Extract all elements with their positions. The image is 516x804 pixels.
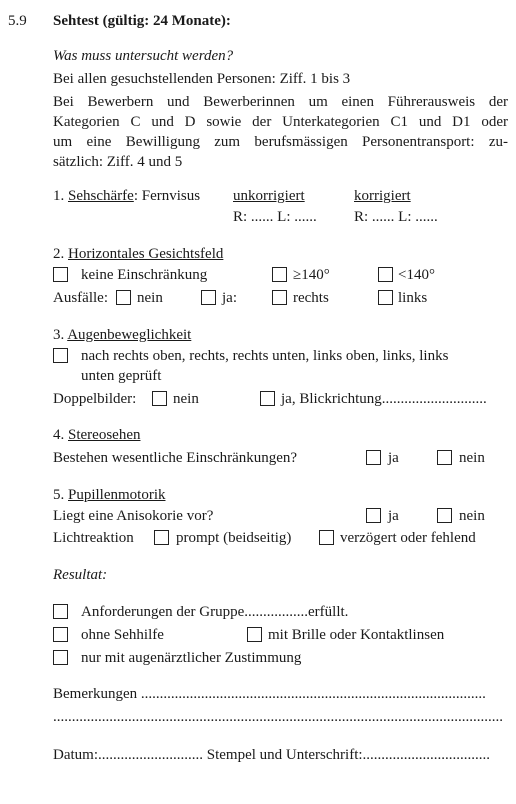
s2-label-ge140: ≥140° bbox=[293, 267, 330, 283]
s5-nein-label: nein bbox=[459, 508, 485, 524]
intro-para-line: Kategorien C und D sowie der Unterkategorien C1 und D1 oder bbox=[53, 114, 508, 130]
s2-checkbox-ge140[interactable] bbox=[272, 267, 287, 282]
s3-doppelbilder-nein-label: nein bbox=[173, 391, 199, 407]
s2-label-lt140: <140° bbox=[398, 267, 435, 283]
s3-doppelbilder-ja-label: ja, Blickrichtung............................ bbox=[281, 391, 487, 407]
s4-ja-checkbox[interactable] bbox=[366, 450, 381, 465]
s2-checkbox-lt140[interactable] bbox=[378, 267, 393, 282]
intro-paragraph bbox=[53, 92, 508, 172]
s1-col-unkorrigiert: unkorrigiert bbox=[233, 188, 305, 204]
s2-label-keine: keine Einschränkung bbox=[81, 267, 208, 283]
s4-question: Bestehen wesentliche Einschränkungen? bbox=[53, 450, 298, 466]
s4-title: Stereosehen bbox=[68, 427, 141, 443]
s2-heading bbox=[53, 245, 223, 263]
s2-ausfaelle-links-label: links bbox=[398, 290, 428, 306]
s4-number: 4. bbox=[53, 427, 65, 443]
s1-col-korrigiert: korrigiert bbox=[354, 188, 411, 204]
s3-number: 3. bbox=[53, 327, 65, 343]
s1-korrigiert-value[interactable]: R: ...... L: ...... bbox=[354, 209, 438, 225]
result-anforderungen-label: Anforderungen der Gruppe.................erfüllt. bbox=[81, 604, 349, 620]
s1-unkorrigiert-value[interactable]: R: ...... L: ...... bbox=[233, 209, 317, 225]
s4-nein-checkbox[interactable] bbox=[437, 450, 452, 465]
s2-ausfaelle-rechts-label: rechts bbox=[293, 290, 329, 306]
s5-question: Liegt eine Anisokorie vor? bbox=[53, 508, 214, 524]
s5-heading bbox=[53, 486, 166, 504]
section-number: 5.9 bbox=[8, 13, 27, 29]
s2-checkbox-keine[interactable] bbox=[53, 267, 68, 282]
s3-doppelbilder-label: Doppelbilder: bbox=[53, 391, 137, 407]
s3-doppelbilder-nein-checkbox[interactable] bbox=[152, 391, 167, 406]
s2-ausfaelle-rechts-checkbox[interactable] bbox=[272, 290, 287, 305]
s5-verzoegert-label: verzögert oder fehlend bbox=[340, 530, 476, 546]
result-augenarzt-checkbox[interactable] bbox=[53, 650, 68, 665]
s5-ja-label: ja bbox=[388, 508, 399, 524]
result-heading: Resultat: bbox=[53, 567, 108, 583]
result-ohne-sehhilfe-checkbox[interactable] bbox=[53, 627, 68, 642]
s5-title: Pupillenmotorik bbox=[68, 487, 166, 503]
s5-verzoegert-checkbox[interactable] bbox=[319, 530, 334, 545]
s5-ja-checkbox[interactable] bbox=[366, 508, 381, 523]
s1-number: 1. bbox=[53, 188, 65, 204]
result-mit-brille-label: mit Brille oder Kontaktlinsen bbox=[268, 627, 445, 643]
result-augenarzt-label: nur mit augenärztlicher Zustimmung bbox=[81, 650, 302, 666]
s2-ausfaelle-links-checkbox[interactable] bbox=[378, 290, 393, 305]
s4-ja-label: ja bbox=[388, 450, 399, 466]
s3-title: Augenbeweglichkeit bbox=[67, 327, 192, 343]
s5-nein-checkbox[interactable] bbox=[437, 508, 452, 523]
s2-ausfaelle-label: Ausfälle: bbox=[53, 290, 108, 306]
s2-number: 2. bbox=[53, 246, 65, 262]
intro-para-line: um eine Bewilligung zum berufsmässigen Personentransport: zu- bbox=[53, 134, 508, 150]
bemerkungen-field[interactable]: Bemerkungen ............................................................................................ bbox=[53, 686, 486, 702]
s1-title: Sehschärfe bbox=[68, 188, 134, 204]
s2-ausfaelle-ja-checkbox[interactable] bbox=[201, 290, 216, 305]
intro-line: Bei allen gesuchstellenden Personen: Ziff. 1 bis 3 bbox=[53, 71, 351, 87]
s5-prompt-label: prompt (beidseitig) bbox=[176, 530, 292, 546]
result-ohne-sehhilfe-label: ohne Sehhilfe bbox=[81, 627, 164, 643]
bemerkungen-continuation-line[interactable]: ........................................................................................................................ bbox=[53, 709, 503, 725]
section-title: Sehtest (gültig: 24 Monate): bbox=[53, 13, 231, 29]
intro-para-line: Bei Bewerbern und Bewerberinnen um einen Führerausweis der bbox=[53, 94, 508, 110]
s2-title: Horizontales Gesichtsfeld bbox=[68, 246, 224, 262]
s1-suffix: : Fernvisus bbox=[133, 188, 201, 204]
s1-heading bbox=[53, 187, 200, 205]
intro-para-line: sätzlich: Ziff. 4 und 5 bbox=[53, 154, 183, 170]
s3-doppelbilder-ja-checkbox[interactable] bbox=[260, 391, 275, 406]
result-mit-brille-checkbox[interactable] bbox=[247, 627, 262, 642]
s2-ausfaelle-nein-label: nein bbox=[137, 290, 163, 306]
s4-nein-label: nein bbox=[459, 450, 485, 466]
result-anforderungen-checkbox[interactable] bbox=[53, 604, 68, 619]
s3-heading bbox=[53, 326, 191, 344]
datum-stempel-unterschrift-field[interactable]: Datum:............................ Stempel und Unterschrift:.................................. bbox=[53, 747, 491, 763]
s3-checkbox-geprueft[interactable] bbox=[53, 348, 68, 363]
s5-prompt-checkbox[interactable] bbox=[154, 530, 169, 545]
s3-label-line1: nach rechts oben, rechts, rechts unten, links oben, links, links bbox=[81, 348, 449, 364]
s2-ausfaelle-ja-label: ja: bbox=[222, 290, 237, 306]
intro-question: Was muss untersucht werden? bbox=[53, 48, 234, 64]
s4-heading bbox=[53, 426, 140, 444]
s5-lichtreaktion-label: Lichtreaktion bbox=[53, 530, 134, 546]
s5-number: 5. bbox=[53, 487, 65, 503]
s2-ausfaelle-nein-checkbox[interactable] bbox=[116, 290, 131, 305]
s3-label-line2: unten geprüft bbox=[81, 368, 162, 384]
